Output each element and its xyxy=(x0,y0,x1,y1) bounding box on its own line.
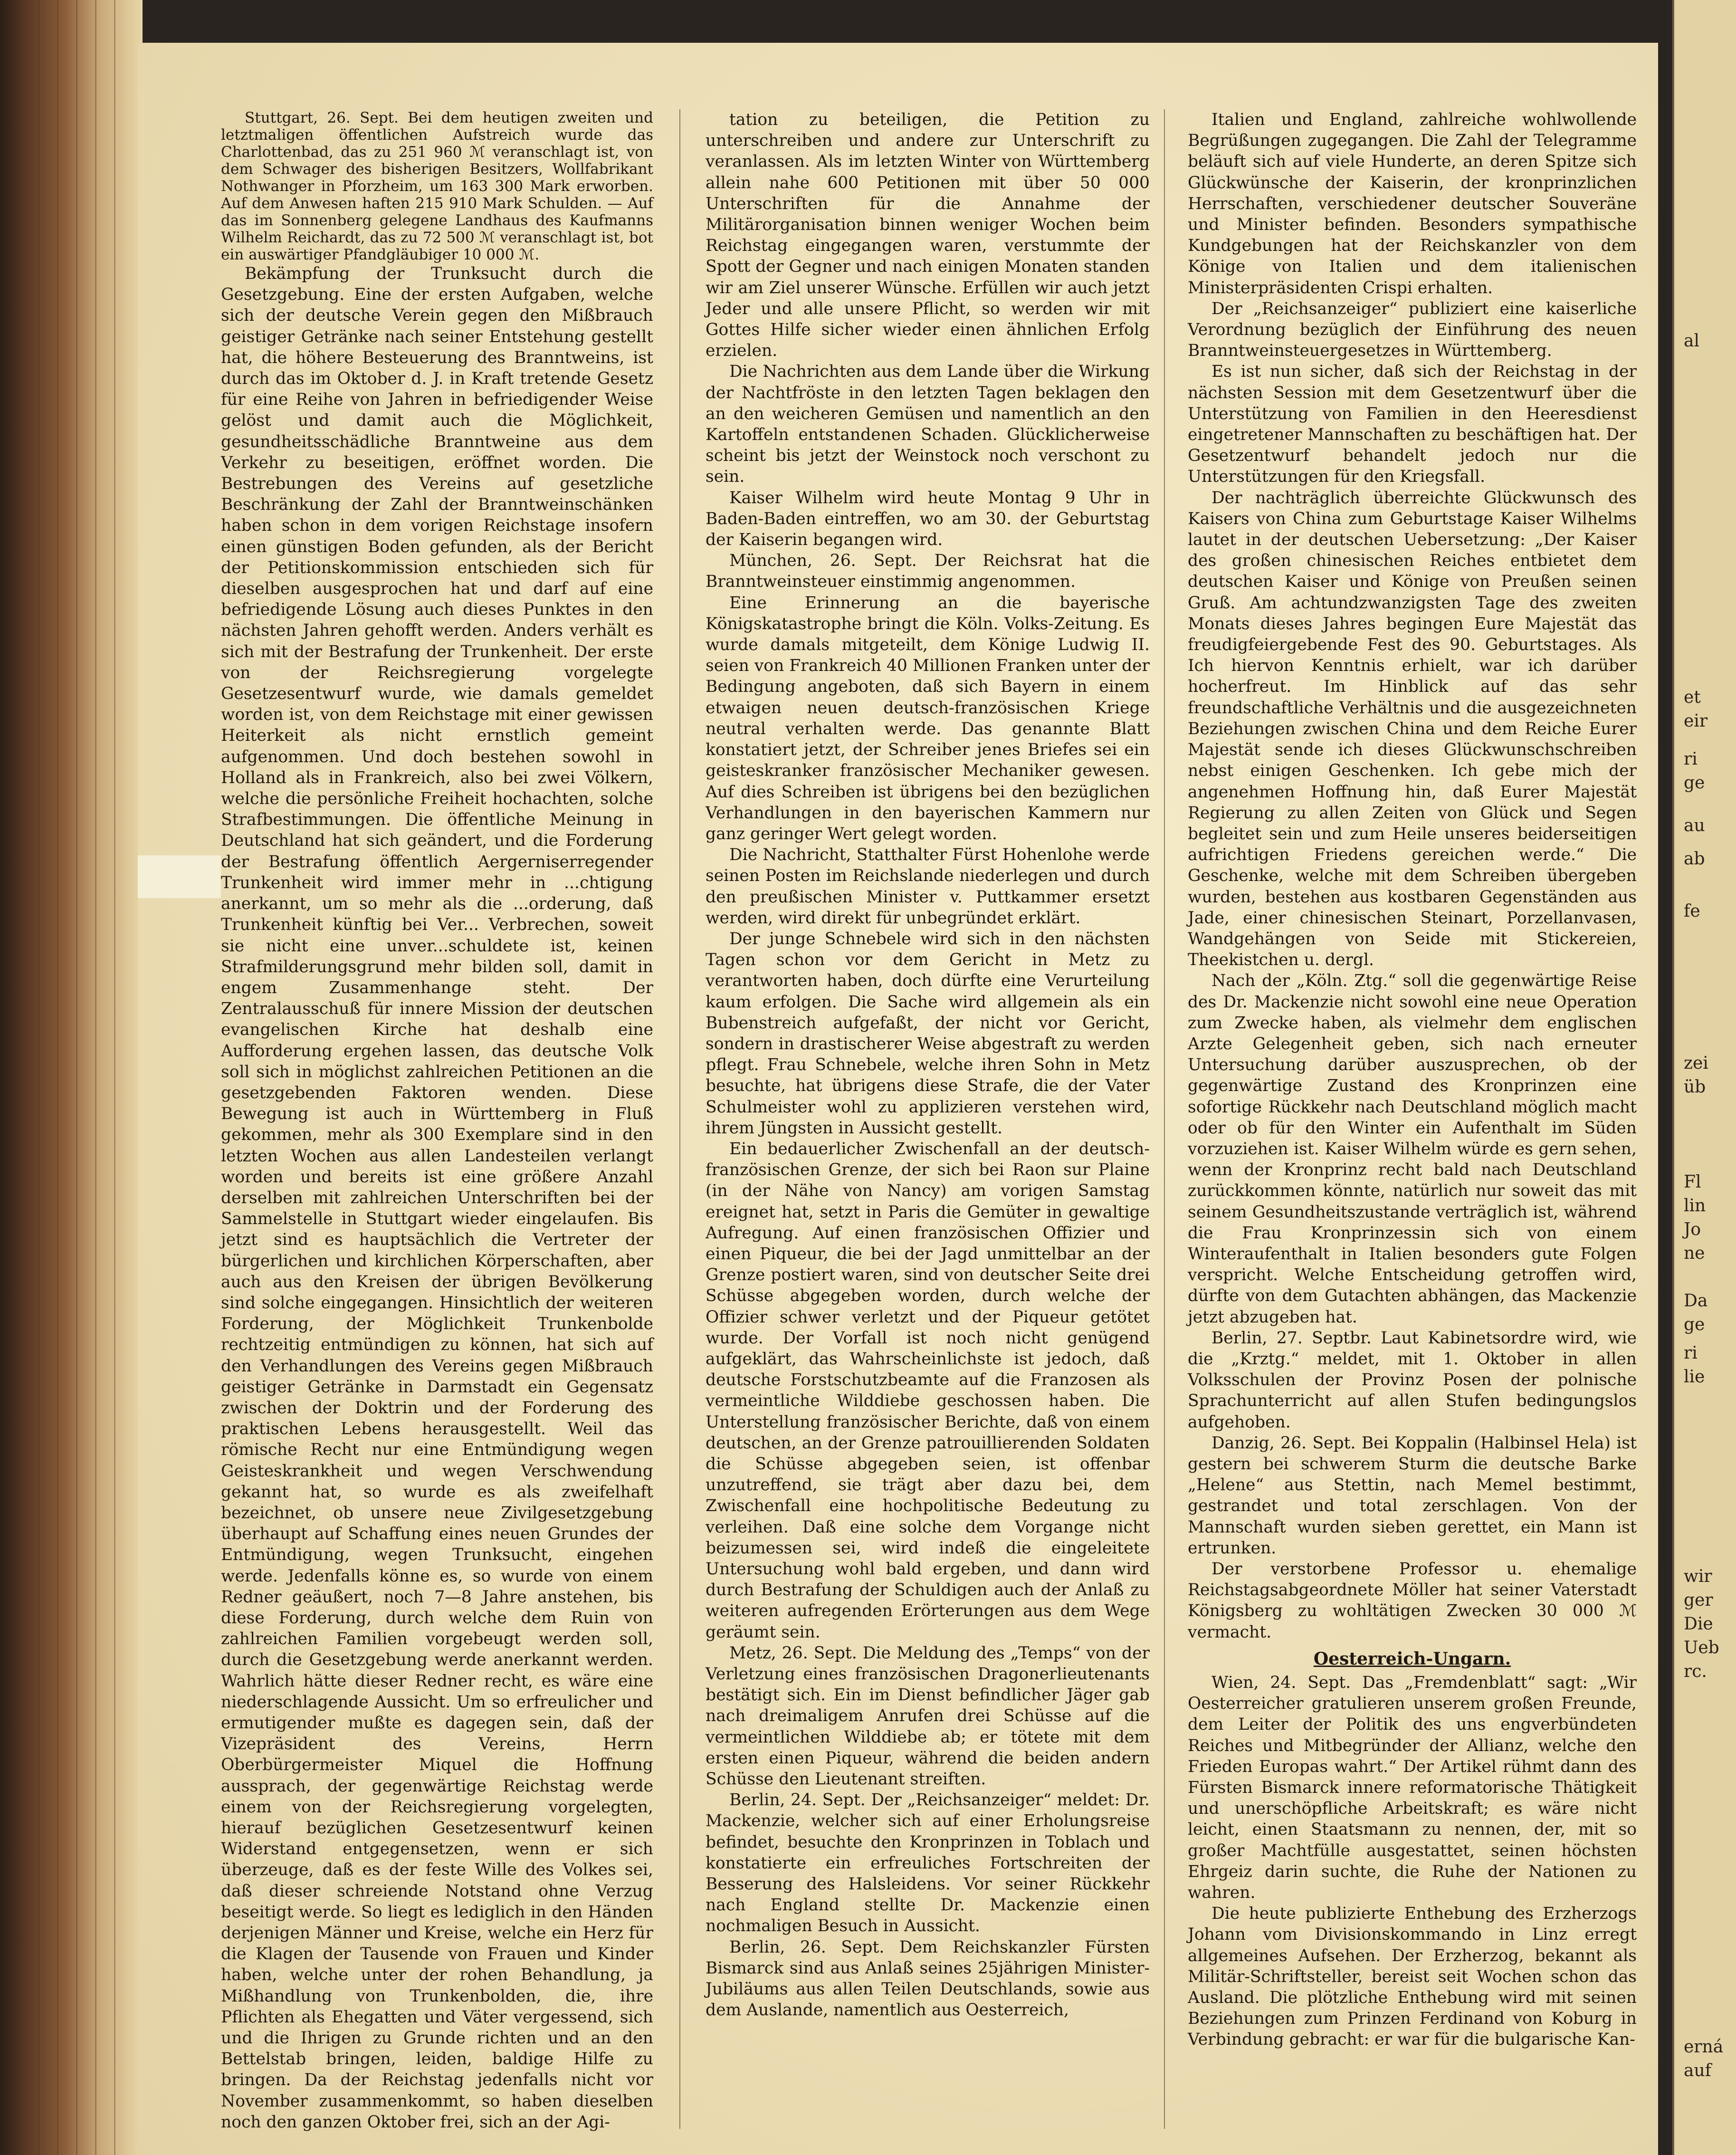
col2-paragraph: tation zu beteiligen, die Petition zu unterschreiben und andere zur Unterschrift zu veranlassen. Als im letzten Winter von Württemberg allein nahe 600 Petitionen mit über 50 000 Unterschriften für die Annahme der Militärorganisation binnen weniger Wochen beim Reichstag eingegangen waren, verstummte der Spott der Gegner und nach einigen Monaten standen wir am Ziel unserer Wünsche. Erfüllen wir auch jetzt Jeder und alle unsere Pflicht, so werden wir mit Gottes Hilfe sicher wieder einen ähnlichen Erfolg erzielen. xyxy=(706,110,1150,361)
col2-paragraph: Eine Erinnerung an die bayerische Königskatastrophe bringt die Köln. Volks-Zeitung. Es wurde damals mitgeteilt, dem Könige Ludwig II. seien von Frankreich 40 Millionen Franken unter der Bedingung angeboten, daß sich Bayern in einem etwaigen neuen deutsch-französischen Kriege neutral verhalten werde. Das genannte Blatt konstatiert jetzt, der Schreiber jenes Briefes sei ein geisteskranker französischer Mechaniker gewesen. Auf dies Schreiben ist übrigens bei den bezüglichen Verhandlungen in den bayerischen Kammern nur ganz geringer Wert gelegt worden. xyxy=(706,593,1150,843)
edge-fragment: fe xyxy=(1684,901,1700,921)
col3-paragraph: Wien, 24. Sept. Das „Fremdenblatt“ sagt: „Wir Oesterreicher gratulieren unserem großen Freunde, dem Leiter der Politik des uns engverbündeten Reiches und Mitbegründer der Allianz, welche den Frieden Europas wahrt.“ Der Artikel rühmt dann des Fürsten Bismarck innere reformatorische Thätigkeit und unerschöpfliche Arbeitskraft; es wäre nicht leicht, einen Staatsmann zu nennen, der, mit so großer Machtfülle ausgestattet, seinen höchsten Ehrgeiz darin suchte, die Ruhe der Nationen zu wahren. xyxy=(1188,1673,1637,1903)
edge-fragment: Fl xyxy=(1684,1172,1701,1192)
edge-fragment: lin xyxy=(1684,1196,1706,1216)
col2-paragraph: Metz, 26. Sept. Die Meldung des „Temps“ von der Verletzung eines französischen Dragonerlieutenants bestätigt sich. Ein im Dienst befindlicher Jäger gab nach dreimaligem Anrufen drei Schüsse auf die vermeintlichen Wilddiebe ab; er tötete mit dem ersten einen Piqueur, während die beiden andern Schüsse den Lieutenant streiften. xyxy=(706,1643,1150,1789)
edge-fragment: zei xyxy=(1684,1054,1708,1073)
section-heading-oesterreich: Oesterreich-Ungarn. xyxy=(1313,1648,1511,1669)
col3-paragraph: Es ist nun sicher, daß sich der Reichstag in der nächsten Session mit dem Gesetzentwurf über die Unterstützung von Familien in den Heeresdienst eingetretener Mannschaften zu beschäftigen hat. Der Gesetzentwurf behandelt jedoch nur die Unterstützungen für den Kriegsfall. xyxy=(1188,362,1637,487)
col3-paragraph: Der „Reichsanzeiger“ publiziert eine kaiserliche Verordnung bezüglich der Einführung des neuen Branntweinsteuergesetzes in Württemberg. xyxy=(1188,299,1637,361)
col2-paragraph: München, 26. Sept. Der Reichsrat hat die Branntweinsteuer einstimmig angenommen. xyxy=(706,551,1150,592)
edge-fragment: Ueb xyxy=(1684,1638,1719,1657)
edge-fragment: Die xyxy=(1684,1614,1713,1634)
newspaper-page xyxy=(138,43,1658,2155)
edge-fragment: Da xyxy=(1684,1291,1708,1311)
article-column-3 xyxy=(1188,109,1637,2105)
edge-fragment: Jo xyxy=(1684,1220,1701,1239)
col2-paragraph: Die Nachrichten aus dem Lande über die Wirkung der Nachtfröste in den letzten Tagen beklagen den an den weicheren Gemüsen und namentlich an den Kartoffeln entstandenen Schaden. Glücklicherweise scheint bis jetzt der Weinstock noch verschont zu sein. xyxy=(706,362,1150,487)
col2-paragraph: Kaiser Wilhelm wird heute Montag 9 Uhr in Baden-Baden eintreffen, wo am 30. der Geburtstag der Kaiserin begangen wird. xyxy=(706,488,1150,550)
edge-fragment: al xyxy=(1684,331,1699,351)
col3-paragraph: Der verstorbene Professor u. ehemalige Reichstagsabgeordnete Möller hat seiner Vaterstadt Königsberg zu wohltätigen Zwecken 30 000 ℳ vermacht. xyxy=(1188,1560,1637,1642)
col2-paragraph: Ein bedauerlicher Zwischenfall an der deutsch-französischen Grenze, der sich bei Raon sur Plaine (in der Nähe von Nancy) am vorigen Samstag ereignet hat, setzt in Paris die Gemüter in gewaltige Aufregung. Auf einen französischen Offizier und einen Piqueur, die bei der Jagd unmittelbar an der Grenze postiert waren, sind von deutscher Seite drei Schüsse abgegeben worden, durch welche der Offizier schwer verletzt und der Piqueur getötet wurde. Der Vorfall ist noch nicht genügend aufgeklärt, das Wahrscheinlichste ist jedoch, daß deutsche Forstschutzbeamte auf die Franzosen als vermeintliche Wilddiebe geschossen haben. Die Unterstellung französischer Berichte, daß von einem deutschen, an der Grenze patrouillierenden Soldaten die Schüsse abgegeben seien, ist offenbar unzutreffend, sie trägt aber dazu bei, dem Zwischenfall eine hochpolitische Bedeutung zu verleihen. Daß eine solche dem Vorgange nicht beizumessen sei, wird indeß die eingeleitete Untersuchung wohl bald ergeben, und dann wird durch Bestrafung der Schuldigen auch der Anlaß zu weiteren aufregenden Erörterungen aus dem Wege geräumt sein. xyxy=(706,1139,1150,1642)
edge-fragment: ge xyxy=(1684,1315,1705,1334)
edge-fragment: ab xyxy=(1684,849,1705,869)
edge-fragment: üb xyxy=(1684,1077,1706,1097)
col3-paragraph: Die heute publizierte Enthebung des Erzherzogs Johann vom Divisionskommando in Linz erregt allgemeines Aufsehen. Der Erzherzog, bekannt als Militär-Schriftsteller, bereist seit Wochen schon das Ausland. Die plötzliche Enthebung wird mit seinen Beziehungen zum Prinzen Ferdinand von Koburg in Verbindung gebracht: er war für die bulgarische Kan- xyxy=(1188,1904,1637,2050)
article-column-1 xyxy=(221,109,653,2132)
edge-fragment: ri xyxy=(1684,749,1698,769)
edge-fragment: ge xyxy=(1684,773,1705,793)
col3-paragraph: Nach der „Köln. Ztg.“ soll die gegenwärtige Reise des Dr. Mackenzie nicht sowohl eine neue Operation zum Zwecke haben, als vielmehr dem englischen Arzte Gelegenheit geben, sich nach erneuter Untersuchung darüber auszusprechen, ob der gegenwärtige Zustand des Kronprinzen eine sofortige Rückkehr nach Deutschland möglich macht oder ob für den Winter ein Aufenthalt im Süden vorzuziehen ist. Kaiser Wilhelm würde es gern sehen, wenn der Kronprinz recht bald nach Deutschland zurückkommen könnte, natürlich nur soweit das mit seinem Gesundheitszustande verträglich ist, während die Frau Kronprinzessin sich von einem Winteraufenthalt in Italien besonders gute Folgen verspricht. Welche Entscheidung getroffen wird, dürfte von dem Gutachten abhängen, das Mackenzie jetzt abzugeben hat. xyxy=(1188,971,1637,1327)
col2-paragraph: Berlin, 24. Sept. Der „Reichsanzeiger“ meldet: Dr. Mackenzie, welcher sich auf einer Erholungsreise befindet, besuchte den Kronprinzen in Toblach und konstatierte ein erfreuliches Fortschreiten der Besserung des Halsleidens. Vor seiner Rückkehr nach England stellte Dr. Mackenzie einen nochmaligen Besuch in Aussicht. xyxy=(706,1791,1150,1936)
col3-paragraph: Berlin, 27. Septbr. Laut Kabinetsordre wird, wie die „Krztg.“ meldet, mit 1. Oktober in allen Volksschulen der Provinz Posen der polnische Sprachunterricht auf allen Stufen bedingungslos aufgehoben. xyxy=(1188,1328,1637,1432)
edge-fragment: rc. xyxy=(1684,1662,1707,1681)
col2-paragraph: Berlin, 26. Sept. Dem Reichskanzler Fürsten Bismarck sind aus Anlaß seines 25jährigen Minister-Jubiläums aus allen Teilen Deutschlands, sowie aus dem Auslande, namentlich aus Oesterreich, xyxy=(706,1937,1150,2020)
column-rule-1 xyxy=(679,109,680,2129)
edge-fragment: et xyxy=(1684,688,1701,707)
edge-fragment: ger xyxy=(1684,1590,1713,1610)
edge-fragment: wir xyxy=(1684,1567,1712,1586)
adjacent-page-edge xyxy=(1672,0,1736,2155)
trunksucht-article: Bekämpfung der Trunksucht durch die Gesetzgebung. Eine der ersten Aufgaben, welche sich der deutsche Verein gegen den Mißbrauch geistiger Getränke nach seiner Entstehung gestellt hat, die höhere Besteuerung des Branntweins, ist durch das im Oktober d. J. in Kraft tretende Gesetz für eine Reihe von Jahren in befriedigender Weise gelöst und damit auch die Möglichkeit, gesundheitsschädliche Branntweine aus dem Verkehr zu beseitigen, eröffnet worden. Die Bestrebungen des Vereins auf gesetzliche Beschränkung der Zahl der Branntweinschänken haben schon in dem vorigen Reichstage insofern einen günstigen Boden gefunden, als der Bericht der Petitionskommission entschieden sich für dieselben ausgesprochen hat und darf auf eine befriedigende Lösung auch dieses Punktes in den nächsten Jahren gehofft werden. Anders verhält es sich mit der Bestrafung der Trunkenheit. Der erste von der Reichsregierung vorgelegte Gesetzesentwurf wurde, wie damals gemeldet worden ist, von dem Reichstage mit einer gewissen Heiterkeit als nicht ernstlich gemeint aufgenommen. Und doch bestehen sowohl in Holland als in Frankreich, also bei zwei Völkern, welche die persönliche Freiheit hochachten, solche Strafbestimmungen. Die öffentliche Meinung in Deutschland hat sich geändert, und die Forderung der Bestrafung öffentlich Aergerniserregender Trunkenheit wird immer mehr in ...chtigung anerkannt, um so mehr als die ...orderung, daß Trunkenheit künftig bei Ver... Verbrechen, soweit sie nicht eine unver...schuldete ist, keinen Strafmilderungsgrund mehr bilden soll, damit in engem Zusammenhange steht. Der Zentralausschuß für innere Mission der deutschen evangelischen Kirche hat deshalb eine Aufforderung ergehen lassen, das deutsche Volk soll sich in möglichst zahlreichen Petitionen an die gesetzgebenden Faktoren wenden. Diese Bewegung ist auch in Württemberg in Fluß gekommen, mehr als 300 Exemplare sind in den letzten Wochen aus allen Landesteilen verlangt worden und bereits ist eine größere Anzahl derselben mit zahlreichen Unterschriften bei der Sammelstelle in Stuttgart wieder eingelaufen. Bis jetzt sind es hauptsächlich die Vertreter der bürgerlichen und kirchlichen Körperschaften, aber auch aus den Kreisen der übrigen Bevölkerung sind solche eingegangen. Hinsichtlich der weiteren Forderung, der Möglichkeit Trunkenbolde rechtzeitig entmündigen zu können, hat sich auf den Verhandlungen des Vereins gegen Mißbrauch geistiger Getränke in Darmstadt ein Gegensatz zwischen der Doktrin und der Forderung des praktischen Lebens herausgestellt. Weil das römische Recht nur eine Entmündigung wegen Geisteskrankheit und wegen Verschwendung gekannt hat, so wurde es als zweifelhaft bezeichnet, ob unsere neue Zivilgesetzgebung überhaupt auf Schaffung eines neuen Grundes der Entmündigung, wegen Trunksucht, eingehen werde. Jedenfalls könne es, so wurde von einem Redner geäußert, noch 7—8 Jahre anstehen, bis diese Forderung, durch welche dem Ruin von zahlreichen Familien vorgebeugt werden soll, durch die Gesetzgebung werde anerkannt werden. Wahrlich hätte dieser Redner recht, es wäre eine niederschlagende Aussicht. Um so erfreulicher und ermutigender mußte es dagegen sein, daß der Vizepräsident des Vereins, Herrn Oberbürgermeister Miquel die Hoffnung aussprach, der gegenwärtige Reichstag werde einem von der Reichsregierung vorgelegten, hierauf bezüglichen Gesetzesentwurf keinen Widerstand entgegensetzen, wenn er sich überzeuge, daß es der feste Wille des Volkes sei, daß dieser schreiende Notstand ohne Verzug beseitigt werde. So liegt es lediglich in den Händen derjenigen Männer und Kreise, welche ein Herz für die Klagen der Tausende von Frauen und Kinder haben, welche unter der rohen Behandlung, ja Mißhandlung von Trunkenbolden, die, ihre Pflichten als Ehegatten und Väter vergessend, sich und die Ihrigen zu Grunde richten und an den Bettelstab bringen, leiden, baldige Hilfe zu bringen. Da der Reichstag jedenfalls nicht vor November zusammenkommt, so haben dieselben noch den ganzen Oktober frei, sich an der Agi- xyxy=(221,264,653,2132)
edge-fragment: ri xyxy=(1684,1343,1698,1363)
edge-fragment: auf xyxy=(1684,2061,1711,2080)
col2-paragraph: Die Nachricht, Statthalter Fürst Hohenlohe werde seinen Posten im Reichslande niederlegen und durch den preußischen Minister v. Puttkammer ersetzt werden, wird direkt für unbegründet erklärt. xyxy=(706,845,1150,928)
book-binding-edge xyxy=(0,0,143,2155)
edge-fragment: lie xyxy=(1684,1367,1705,1387)
stuttgart-notice: Stuttgart, 26. Sept. Bei dem heutigen zweiten und letztmaligen öffentlichen Aufstreich wurde das Charlottenbad, das zu 251 960 ℳ veranschlagt ist, von dem Schwager des bisherigen Besitzers, Wollfabrikant Nothwanger in Pforzheim, um 163 300 Mark erworben. Auf dem Anwesen haften 215 910 Mark Schulden. — Auf das im Sonnenberg gelegene Landhaus des Kaufmanns Wilhelm Reichardt, das zu 72 500 ℳ veranschlagt ist, bot ein auswärtiger Pfandgläubiger 10 000 ℳ. xyxy=(221,109,653,263)
edge-fragment: erná xyxy=(1684,2037,1724,2057)
edge-fragment: eir xyxy=(1684,711,1708,731)
col3-paragraph: Danzig, 26. Sept. Bei Koppalin (Halbinsel Hela) ist gestern bei schwerem Sturm die deutsche Barke „Helene“ aus Stettin, nach Memel bestimmt, gestrandet und total zerschlagen. Von der Mannschaft wurden sieben gerettet, ein Mann ist ertrunken. xyxy=(1188,1433,1637,1558)
article-column-2 xyxy=(706,109,1150,2105)
col3-paragraph: Italien und England, zahlreiche wohlwollende Begrüßungen zugegangen. Die Zahl der Telegramme beläuft sich auf viele Hunderte, an deren Spitze sich Glückwünsche der Kaiserin, der kronprinzlichen Herrschaften, verschiedener deutscher Souveräne und Minister befinden. Besonders sympathische Kundgebungen hat der Reichskanzler von dem Könige von Italien und dem italienischen Ministerpräsidenten Crispi erhalten. xyxy=(1188,110,1637,297)
paper-tear xyxy=(138,855,221,898)
col2-paragraph: Der junge Schnebele wird sich in den nächsten Tagen schon vor dem Gericht in Metz zu verantworten haben, doch dürfte eine Verurteilung kaum erfolgen. Die Sache wird allgemein als ein Bubenstreich aufgefaßt, der nicht vor Gericht, sondern in drastischerer Weise abgestraft zu werden pflegt. Frau Schnebele, welche ihren Sohn in Metz besuchte, hat übrigens diese Strafe, die der Vater Schulmeister wohl zu applizieren verstehen wird, ihrem Jüngsten in Aussicht gestellt. xyxy=(706,929,1150,1138)
edge-fragment: au xyxy=(1684,816,1705,835)
col3-paragraph: Der nachträglich überreichte Glückwunsch des Kaisers von China zum Geburtstage Kaiser Wilhelms lautet in der deutschen Uebersetzung: „Der Kaiser des großen chinesischen Reiches entbietet dem deutschen Kaiser und Könige von Preußen seinen Gruß. Am achtundzwanzigsten Tage des zweiten Monats dieses Jahres begingen Eure Majestät das freudigfeiergebende Fest des 90. Geburtstages. Als Ich hiervon Kenntnis erhielt, war ich darüber hocherfreut. Im Hinblick auf das sehr freundschaftliche Verhältnis und die ausgezeichneten Beziehungen zwischen China und dem Reiche Eurer Majestät sende ich dieses Glückwunschschreiben nebst einigen Geschenken. Ich gebe mich der angenehmen Hoffnung hin, daß Eurer Majestät Regierung zu allen Zeiten von Glück und Segen begleitet sein und zum Heile unseres beiderseitigen aufrichtigen Friedens gereichen werde.“ Die Geschenke, welche mit dem Schreiben übergeben wurden, bestehen aus kostbaren Gegenständen aus Jade, einer chinesischen Steinart, Porzellanvasen, Wandgehängen von Seide mit Stickereien, Theekistchen u. dergl. xyxy=(1188,488,1637,970)
column-rule-2 xyxy=(1164,109,1165,2129)
edge-fragment: ne xyxy=(1684,1244,1705,1263)
